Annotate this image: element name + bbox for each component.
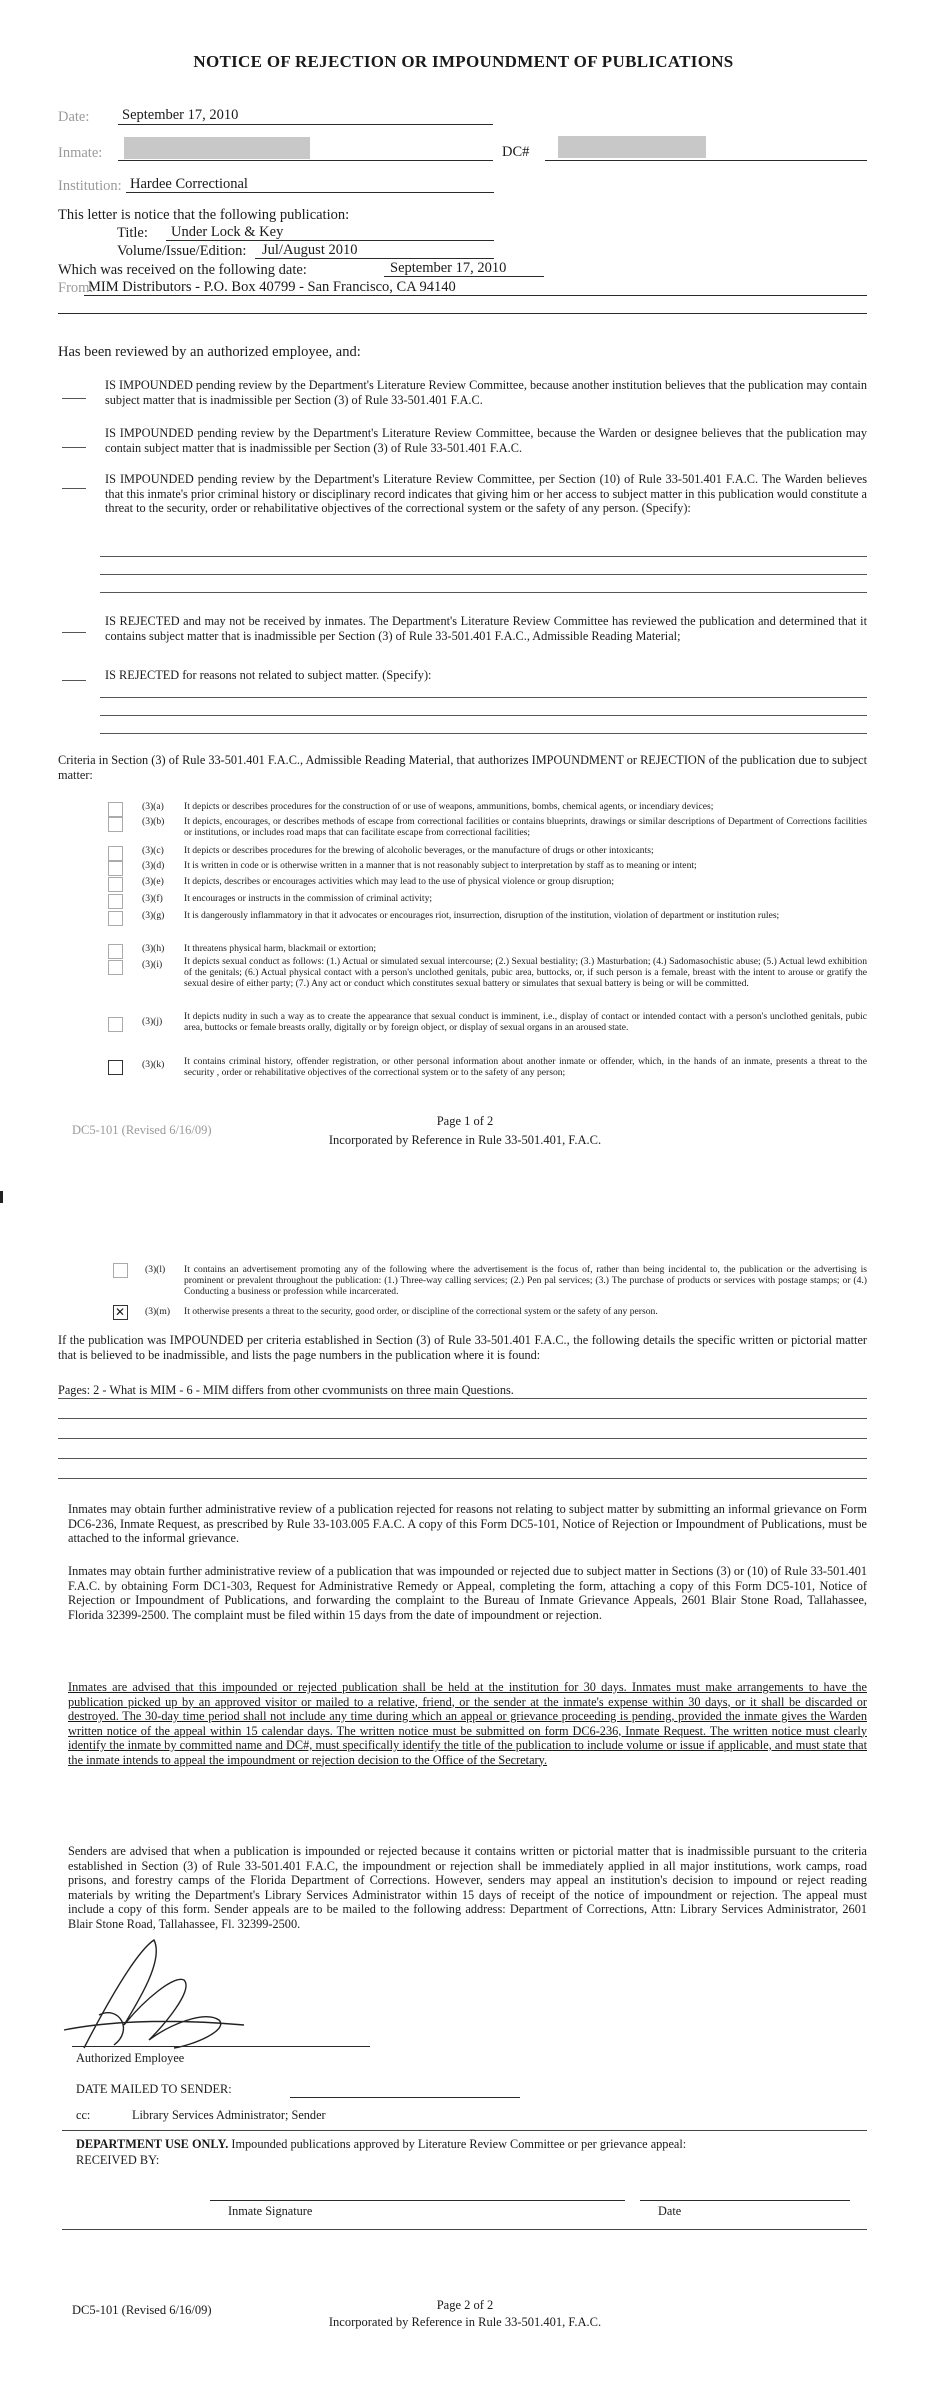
inmate-signature-label: Inmate Signature [228, 2204, 313, 2218]
inmate-label: Inmate: [58, 145, 103, 161]
criteria-code: (3)(k) [142, 1059, 165, 1070]
criteria-checkbox-j[interactable] [108, 1017, 123, 1032]
department-use-text: Impounded publications approved by Literature Review Committee or per grievance appeal: [231, 2137, 687, 2151]
criteria-text: It is dangerously inflammatory in that it advocates or encourages riot, insurrection, disruption of the institution, violation of department or institution rules; [184, 910, 780, 921]
impounded-details-text: If the publication was IMPOUNDED per criteria established in Section (3) of Rule 33-501.401 F.A.C., the following details the specific written or pictorial matter that is believed to be inadmissible, and lists the page numbers in the publication where it is found: [58, 1333, 867, 1362]
from-label: From: [58, 280, 94, 296]
department-use-header [76, 2137, 866, 2152]
received-label: Which was received on the following date: [58, 262, 307, 278]
dc-number-label: DC# [502, 144, 530, 160]
pub-title-value: Under Lock & Key [171, 224, 284, 240]
grievance-paragraph: Inmates may obtain further administrative review of a publication rejected for reasons not relating to subject matter by submitting an informal grievance on Form DC6-236, Inmate Request, as prescribed by Rule 33-103.005 F.A.C. A copy of this Form DC5-101, Notice of Rejection or Impoundment of Publications, must be attached to the informal grievance. [68, 1502, 867, 1545]
pub-title-label: Title: [117, 225, 148, 241]
criteria-checkbox-d[interactable] [108, 861, 123, 876]
senders-paragraph: Senders are advised that when a publication is impounded or rejected because it contains written or pictorial matter that is inadmissible pursuant to the criteria established in Section (3) of Rule 33-501.401 F.A.C, the impoundment or rejection shall be immediately applied in all major institutions, work camps, road prisons, and forestry camps of the Florida Department of Corrections. However, senders may appeal an institution's decision to impound or reject reading materials by writing the Department's Library Services Administrator within 15 days of receipt of the notice of impoundment or rejection. The appeal must include a copy of this form. Sender appeals are to be mailed to the following address: Department of Corrections, Attn: Library Services Administrator, 2601 Blair Stone Road, Tallahassee, Fl. 32399-2500. [68, 1844, 867, 1931]
criteria-text: It depicts or describes procedures for the construction of or use of weapons, ammunitions, bombs, chemical agents, or incendiary devices; [184, 801, 714, 812]
page1-number: Page 1 of 2 [436, 1114, 494, 1128]
pages-detail: Pages: 2 - What is MIM - 6 - MIM differs from other cvommunists on three main Questions. [58, 1383, 514, 1397]
institution-label: Institution: [58, 178, 122, 194]
criteria-code: (3)(a) [142, 801, 164, 812]
criteria-text: It is written in code or is otherwise written in a manner that is not reasonably subject to interpretation by staff as to meaning or intent; [184, 860, 697, 871]
criteria-text: It contains an advertisement promoting any of the following where the advertisement is the focus of, rather than being incidental to, the publication or the advertising is prominent or prevalent throughout the publication: (1.) Three-way calling services; (2.) Pen pal services; (3.) The purchase of products or services with postage stamps; or (4.) Conducting a business or profession while incarcerated. [184, 1264, 867, 1298]
criteria-checkbox-k[interactable] [108, 1060, 123, 1075]
inmate-name-redaction [124, 137, 310, 159]
cc-value: Library Services Administrator; Sender [132, 2108, 326, 2122]
reviewed-statement: Has been reviewed by an authorized employee, and: [58, 344, 361, 360]
criteria-checkbox-h[interactable] [108, 944, 123, 959]
cc-label: cc: [76, 2108, 91, 2122]
volume-value: Jul/August 2010 [262, 242, 358, 258]
criteria-intro: Criteria in Section (3) of Rule 33-501.401 F.A.C., Admissible Reading Material, that authorizes IMPOUNDMENT or REJECTION of the publication due to subject matter: [58, 753, 867, 782]
option-impounded-history: IS IMPOUNDED pending review by the Department's Literature Review Committee, per Section (10) of Rule 33-501.401 F.A.C. The Warden believes that this inmate's prior criminal history or disciplinary record indicates that giving him or her access to subject matter in this publication would constitute a threat to the security, order or rehabilitative objectives of the correctional system or the safety of any person. (Specify): [105, 472, 867, 515]
option-impounded-other-institution: IS IMPOUNDED pending review by the Department's Literature Review Committee, because another institution believes that the publication may contain subject matter that is inadmissible per Section (3) of Rule 33-501.401 F.A.C. [105, 378, 867, 407]
received-by-label: RECEIVED BY: [76, 2153, 160, 2167]
criteria-code: (3)(g) [142, 910, 165, 921]
criteria-checkbox-b[interactable] [108, 817, 123, 832]
criteria-text: It depicts nudity in such a way as to create the appearance that sexual conduct is imminent, i.e., display of contact or intended contact with a person's unclothed genitals, pubic area, buttocks or female breasts orally, digitally or by foreign object, or display of sexual organs in an aroused state. [184, 1011, 867, 1034]
page2-reference: Incorporated by Reference in Rule 33-501.401, F.A.C. [328, 2315, 602, 2329]
criteria-text: It threatens physical harm, blackmail or extortion; [184, 943, 377, 954]
criteria-text: It depicts or describes procedures for the brewing of alcoholic beverages, or the manufacture of drugs or other intoxicants; [184, 845, 654, 856]
appeal-paragraph: Inmates may obtain further administrative review of a publication that was impounded or rejected due to subject matter in Sections (3) or (10) of Rule 33-501.401 F.A.C. by obtaining Form DC1-303, Request for Administrative Remedy or Appeal, completing the form, attaching a copy of this Form DC5-101, Notice of Rejection or Impoundment of Publications, and forwarding the complaint to the Bureau of Inmate Grievance Appeals, 2601 Blair Stone Road, Tallahassee, Florida 32399-2500. The complaint must be filed within 15 days from the date of impoundment or rejection. [68, 1564, 867, 1622]
page2-number: Page 2 of 2 [436, 2298, 494, 2312]
criteria-checkbox-i[interactable] [108, 960, 123, 975]
criteria-code: (3)(m) [145, 1306, 171, 1317]
criteria-code: (3)(f) [142, 893, 163, 904]
criteria-checkbox-m[interactable] [113, 1305, 128, 1320]
advisory-paragraph: Inmates are advised that this impounded or rejected publication shall be held at the institution for 30 days. Inmates must make arrangements to have the publication picked up by an approved visitor or mailed to a relative, friend, or the sender at the inmate's expense within 30 days, or it shall be discarded or destroyed. The 30-day time period shall not include any time during which an appeal or grievance proceeding is pending, provided the inmate gives the Warden written notice of the appeal within 15 calendar days. The written notice must be submitted on form DC6-236, Inmate Request. The written notice must clearly identify the inmate by committed name and DC#, must specifically identify the title of the publication to include volume or issue if applicable, and must state that the inmate intends to appeal the impoundment or rejection decision to the Office of the Secretary. [68, 1680, 867, 1767]
page-break-mark [0, 1191, 3, 1203]
date-value: September 17, 2010 [122, 107, 239, 123]
authorized-employee-label: Authorized Employee [76, 2051, 185, 2065]
option-rejected-other-reasons: IS REJECTED for reasons not related to subject matter. (Specify): [105, 668, 432, 682]
institution-value: Hardee Correctional [130, 176, 248, 192]
criteria-checkbox-l[interactable] [113, 1263, 128, 1278]
criteria-text: It depicts, describes or encourages activities which may lead to the use of physical violence or group disruption; [184, 876, 614, 887]
option-rejected-subject-matter: IS REJECTED and may not be received by inmates. The Department's Literature Review Committee has reviewed the publication and determined that it contains subject matter that is inadmissible per Section (3) of Rule 33-501.401 F.A.C., Admissible Reading Material; [105, 614, 867, 643]
criteria-code: (3)(e) [142, 876, 164, 887]
criteria-checkbox-e[interactable] [108, 877, 123, 892]
criteria-text: It depicts, encourages, or describes methods of escape from correctional facilities or contains blueprints, drawings or similar descriptions of Department of Corrections facilities or institutions, or includes road maps that can facilitate escape from correctional facilities; [184, 816, 867, 839]
date-mailed-label: DATE MAILED TO SENDER: [76, 2082, 232, 2096]
letter-intro: This letter is notice that the following publication: [58, 207, 350, 223]
criteria-text: It contains criminal history, offender registration, or other personal information about another inmate or offender, which, in the hands of an inmate, presents a threat to the security , order or rehabilitative objectives of the correctional system or to the safety of any person; [184, 1056, 867, 1079]
received-value: September 17, 2010 [390, 260, 507, 276]
criteria-code: (3)(c) [142, 845, 164, 856]
criteria-code: (3)(h) [142, 943, 165, 954]
checkmark-x-icon: ✕ [115, 1305, 126, 1319]
criteria-checkbox-c[interactable] [108, 846, 123, 861]
page2-form-number: DC5-101 (Revised 6/16/09) [72, 2303, 212, 2317]
page1-reference: Incorporated by Reference in Rule 33-501.401, F.A.C. [328, 1133, 602, 1147]
page1-form-number: DC5-101 (Revised 6/16/09) [72, 1123, 212, 1137]
criteria-text: It otherwise presents a threat to the security, good order, or discipline of the correctional system or the safety of any person. [184, 1306, 658, 1317]
department-use-label: DEPARTMENT USE ONLY. [76, 2137, 229, 2151]
date-label: Date: [58, 109, 90, 125]
date-label-dept: Date [658, 2204, 682, 2218]
criteria-code: (3)(d) [142, 860, 165, 871]
volume-label: Volume/Issue/Edition: [117, 243, 247, 259]
criteria-checkbox-f[interactable] [108, 894, 123, 909]
criteria-checkbox-g[interactable] [108, 911, 123, 926]
criteria-checkbox-a[interactable] [108, 802, 123, 817]
criteria-text: It encourages or instructs in the commission of criminal activity; [184, 893, 433, 904]
dc-number-redaction [558, 136, 706, 158]
criteria-code: (3)(i) [142, 959, 163, 970]
option-impounded-warden: IS IMPOUNDED pending review by the Department's Literature Review Committee, because the Warden or designee believes that the publication may contain subject matter that is inadmissible per Section (3) of Rule 33-501.401 F.A.C. [105, 426, 867, 455]
criteria-code: (3)(j) [142, 1016, 163, 1027]
criteria-code: (3)(l) [145, 1264, 166, 1275]
form-title: NOTICE OF REJECTION OR IMPOUNDMENT OF PUBLICATIONS [193, 52, 734, 71]
criteria-code: (3)(b) [142, 816, 165, 827]
from-value: MIM Distributors - P.O. Box 40799 - San Francisco, CA 94140 [88, 279, 456, 295]
signature-scribble [44, 1930, 264, 2060]
criteria-text: It depicts sexual conduct as follows: (1.) Actual or simulated sexual intercourse; (2.) Sexual bestiality; (3.) Masturbation; (4.) Sadomasochistic abuse; (5.) Actual lewd exhibition of the genitals; (6.) Actual physical contact with a person's unclothed genitals, pubic area, buttocks, or, if such person is a female, breast with the intent to arouse or gratify the sexual desire of either party; (7.) Any act or conduct which constitutes sexual battery or simulates that sexual battery is being or will be committed. [184, 956, 867, 990]
